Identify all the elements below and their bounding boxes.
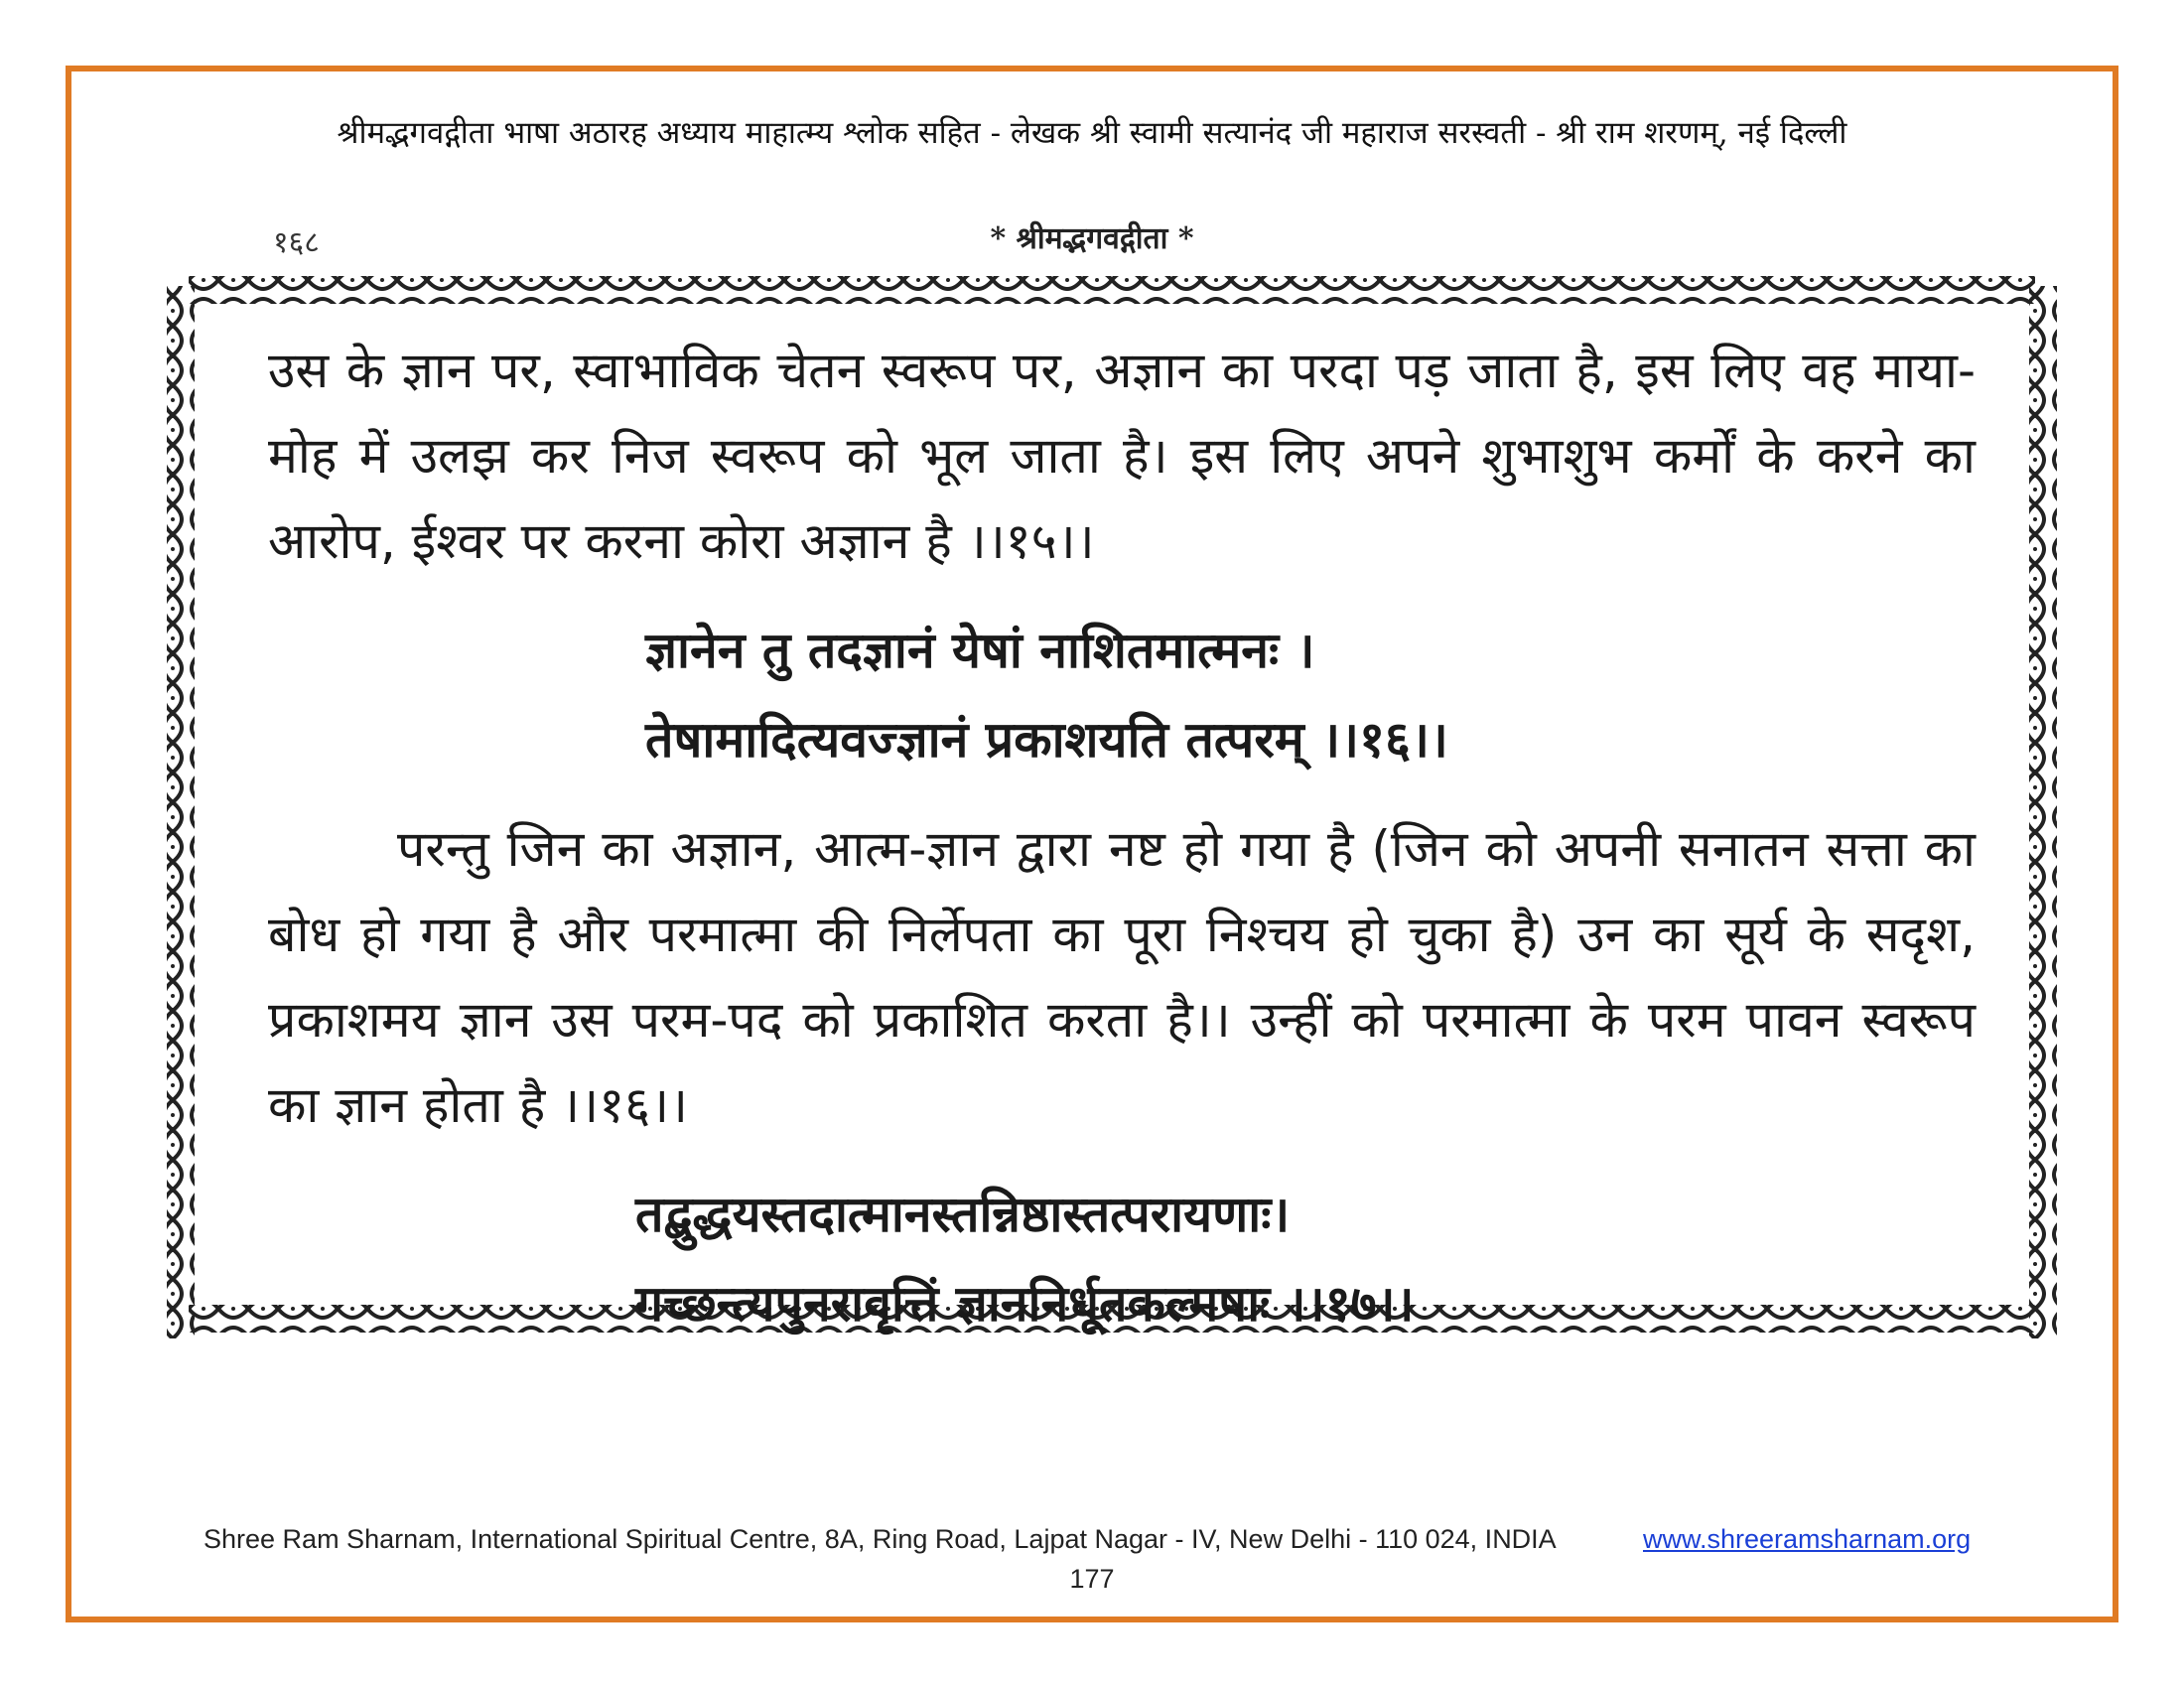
website-link[interactable]: www.shreeramsharnam.org (1643, 1524, 1972, 1554)
verse-16-line-2: तेषामादित्यवज्ज्ञानं प्रकाशयति तत्परम् ।।१६।। (645, 711, 1448, 769)
scanned-page-number: १६८ (273, 225, 320, 260)
scripture-text (268, 328, 1976, 1348)
verse-17-line-1: तद्बुद्धयस्तदात्मानस्तन्निष्ठास्तत्परायणाः। (635, 1186, 1291, 1243)
verse-16-line-1: ज्ञानेन तु तदज्ञानं येषां नाशितमात्मनः । (645, 622, 1315, 679)
verse-17-line-2: गच्छन्त्यपुनरावृत्तिं ज्ञाननिर्धूतकल्मषाः ।।१७।। (635, 1275, 1415, 1333)
page-number: 177 (1069, 1564, 1115, 1594)
footer-address: Shree Ram Sharnam, International Spiritual Centre, 8A, Ring Road, Lajpat Nagar - IV, New Delhi - 110 024, INDIA (204, 1524, 1557, 1554)
commentary-paragraph-16: परन्तु जिन का अज्ञान, आत्म-ज्ञान द्वारा नष्ट हो गया है (जिन को अपनी सनातन सत्ता का बोध हो गया है और परमात्मा की निर्लेपता का पूरा निश्चय हो चुका है) उन का सूर्य के सदृश, प्रकाशमय ज्ञान उस परम-पद को प्रकाशित करता है।। उन्हीं को परमात्मा के परम पावन स्वरूप का ज्ञान होता है ।।१६।। (268, 820, 1976, 1134)
commentary-paragraph-15: उस के ज्ञान पर, स्वाभाविक चेतन स्वरूप पर, अज्ञान का परदा पड़ जाता है, इस लिए वह माया-मोह में उलझ कर निज स्वरूप को भूल जाता है। इस लिए अपने शुभाशुभ कर्मों के करने का आरोप, ईश्वर पर करना कोरा अज्ञान है ।।१५।। (268, 342, 1976, 570)
document-header: श्रीमद्भगवद्गीता भाषा अठारह अध्याय माहात्म्य श्लोक सहित - लेखक श्री स्वामी सत्यानंद जी महाराज सरस्वती - श्री राम शरणम्, नई दिल्ली (337, 115, 1847, 151)
running-head: * श्रीमद्भगवद्गीता * (990, 221, 1194, 256)
